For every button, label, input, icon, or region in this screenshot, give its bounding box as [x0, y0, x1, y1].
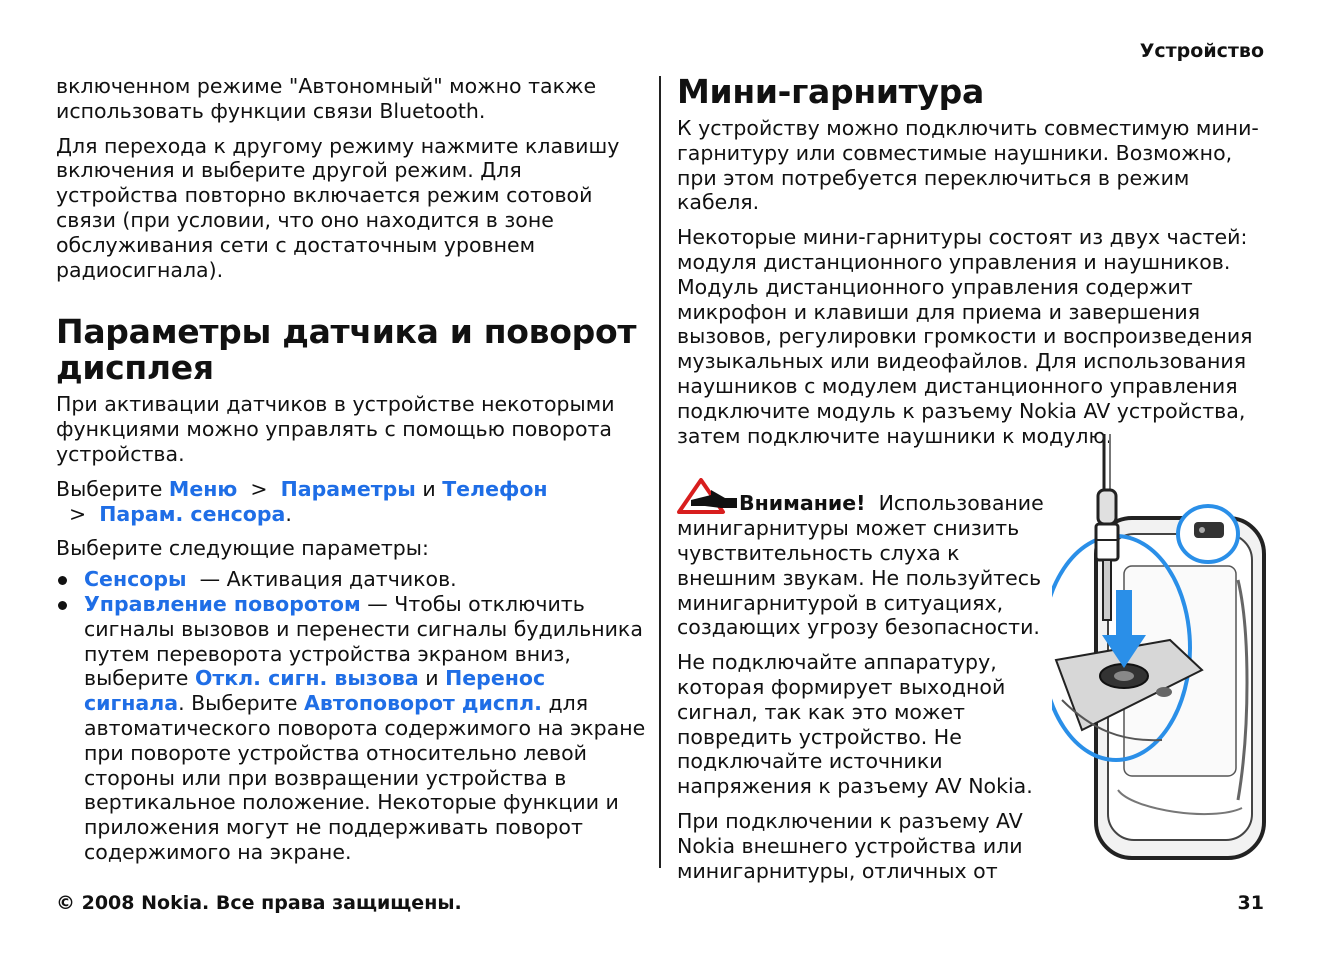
snooze-alarm-link[interactable]: Перенос сигнала	[84, 666, 546, 716]
copyright-footer: © 2008 Nokia. Все права защищены.	[56, 892, 462, 914]
paragraph: Некоторые мини-гарнитуры состоят из двух частей: модуля дистанционного управления и наушников. Модуль дистанционного управления содержит микрофон и клавиши для приема и завершения вызовов, регулировки громкости и воспроизведения музыкальных или видеофайлов. Для использования наушников с модулем дистанционного управления подключите модуль к разъему Nokia AV устройства, затем подключите наушники к модулю.	[677, 225, 1253, 448]
separator: >	[237, 476, 281, 501]
page-number: 31	[1237, 892, 1264, 914]
section-label: Устройство	[1139, 40, 1264, 62]
headset-heading: Мини-гарнитура	[677, 72, 984, 111]
paragraph: Для перехода к другому режиму нажмите клавишу включения и выберите другой режим. Для устройства повторно включается режим сотовой связи (при условии, что оно находится в зоне обслуживания сети с достаточным уровнем радиосигнала).	[56, 133, 620, 282]
left-column	[56, 74, 646, 865]
rotation-control-link[interactable]: Управление поворотом	[84, 591, 361, 616]
params-link[interactable]: Параметры	[280, 476, 416, 501]
column-divider	[659, 76, 661, 868]
list-item	[56, 567, 646, 592]
sensor-settings-link[interactable]: Парам. сенсора	[99, 501, 286, 526]
list-item	[56, 592, 646, 865]
text: Выберите	[56, 476, 169, 501]
text: — Активация датчиков.	[186, 567, 457, 592]
mute-calls-link[interactable]: Откл. сигн. вызова	[194, 666, 419, 691]
options-list	[56, 567, 646, 865]
bullet-icon	[58, 576, 67, 585]
paragraph: К устройству можно подключить совместимую мини-гарнитуру или совместимые наушники. Возможно, при этом потребуется переключиться в режим кабеля.	[677, 116, 1259, 215]
text: .	[285, 501, 292, 526]
text: . Выберите	[178, 691, 305, 716]
phone-link[interactable]: Телефон	[442, 476, 548, 501]
text: для автоматического поворота содержимого на экране при повороте устройства относительно левой стороны или при возвращении устройства в вертикальное положение. Некоторые функции и приложения могут не поддерживать поворот содержимого на экране.	[84, 691, 646, 864]
paragraph: Не подключайте аппаратуру, которая формирует выходной сигнал, так как это может повредить устройство. Не подключайте источники напряжения к разъему AV Nokia.	[677, 650, 1033, 799]
paragraph: При активации датчиков в устройстве некоторыми функциями можно управлять с помощью поворота устройства.	[56, 392, 615, 466]
text: — Чтобы отключить сигналы вызовов и перенести сигналы будильника путем переворота устройства экраном вниз, выберите	[84, 591, 643, 691]
text: и	[418, 666, 446, 691]
menu-path	[56, 477, 646, 527]
paragraph: Выберите следующие параметры:	[56, 536, 429, 561]
sensors-link[interactable]: Сенсоры	[84, 567, 187, 592]
warning-icon	[677, 478, 739, 514]
warning-paragraph	[677, 478, 1051, 640]
menu-link[interactable]: Меню	[168, 476, 238, 501]
auto-rotate-link[interactable]: Автоповорот диспл.	[304, 691, 542, 716]
top-socket-callout	[1178, 506, 1238, 562]
headset-connection-illustration	[1052, 430, 1270, 860]
warning-block	[677, 478, 1051, 640]
separator: >	[56, 501, 100, 526]
sensor-settings-heading: Параметры датчика и поворот дисплея	[56, 312, 637, 388]
paragraph: включенном режиме "Автономный" можно также использовать функции связи Bluetooth.	[56, 74, 597, 123]
paragraph: При подключении к разъему AV Nokia внешнего устройства или минигарнитуры, отличных от	[677, 808, 1023, 883]
bullet-icon	[58, 601, 67, 610]
warning-label: Внимание!	[739, 491, 866, 516]
text: и	[415, 476, 443, 501]
warning-text: Использование минигарнитуры может снизить чувствительность слуха к внешним звукам. Не пользуйтесь минигарнитурой в ситуациях, создающих угрозу безопасности.	[677, 491, 1051, 640]
